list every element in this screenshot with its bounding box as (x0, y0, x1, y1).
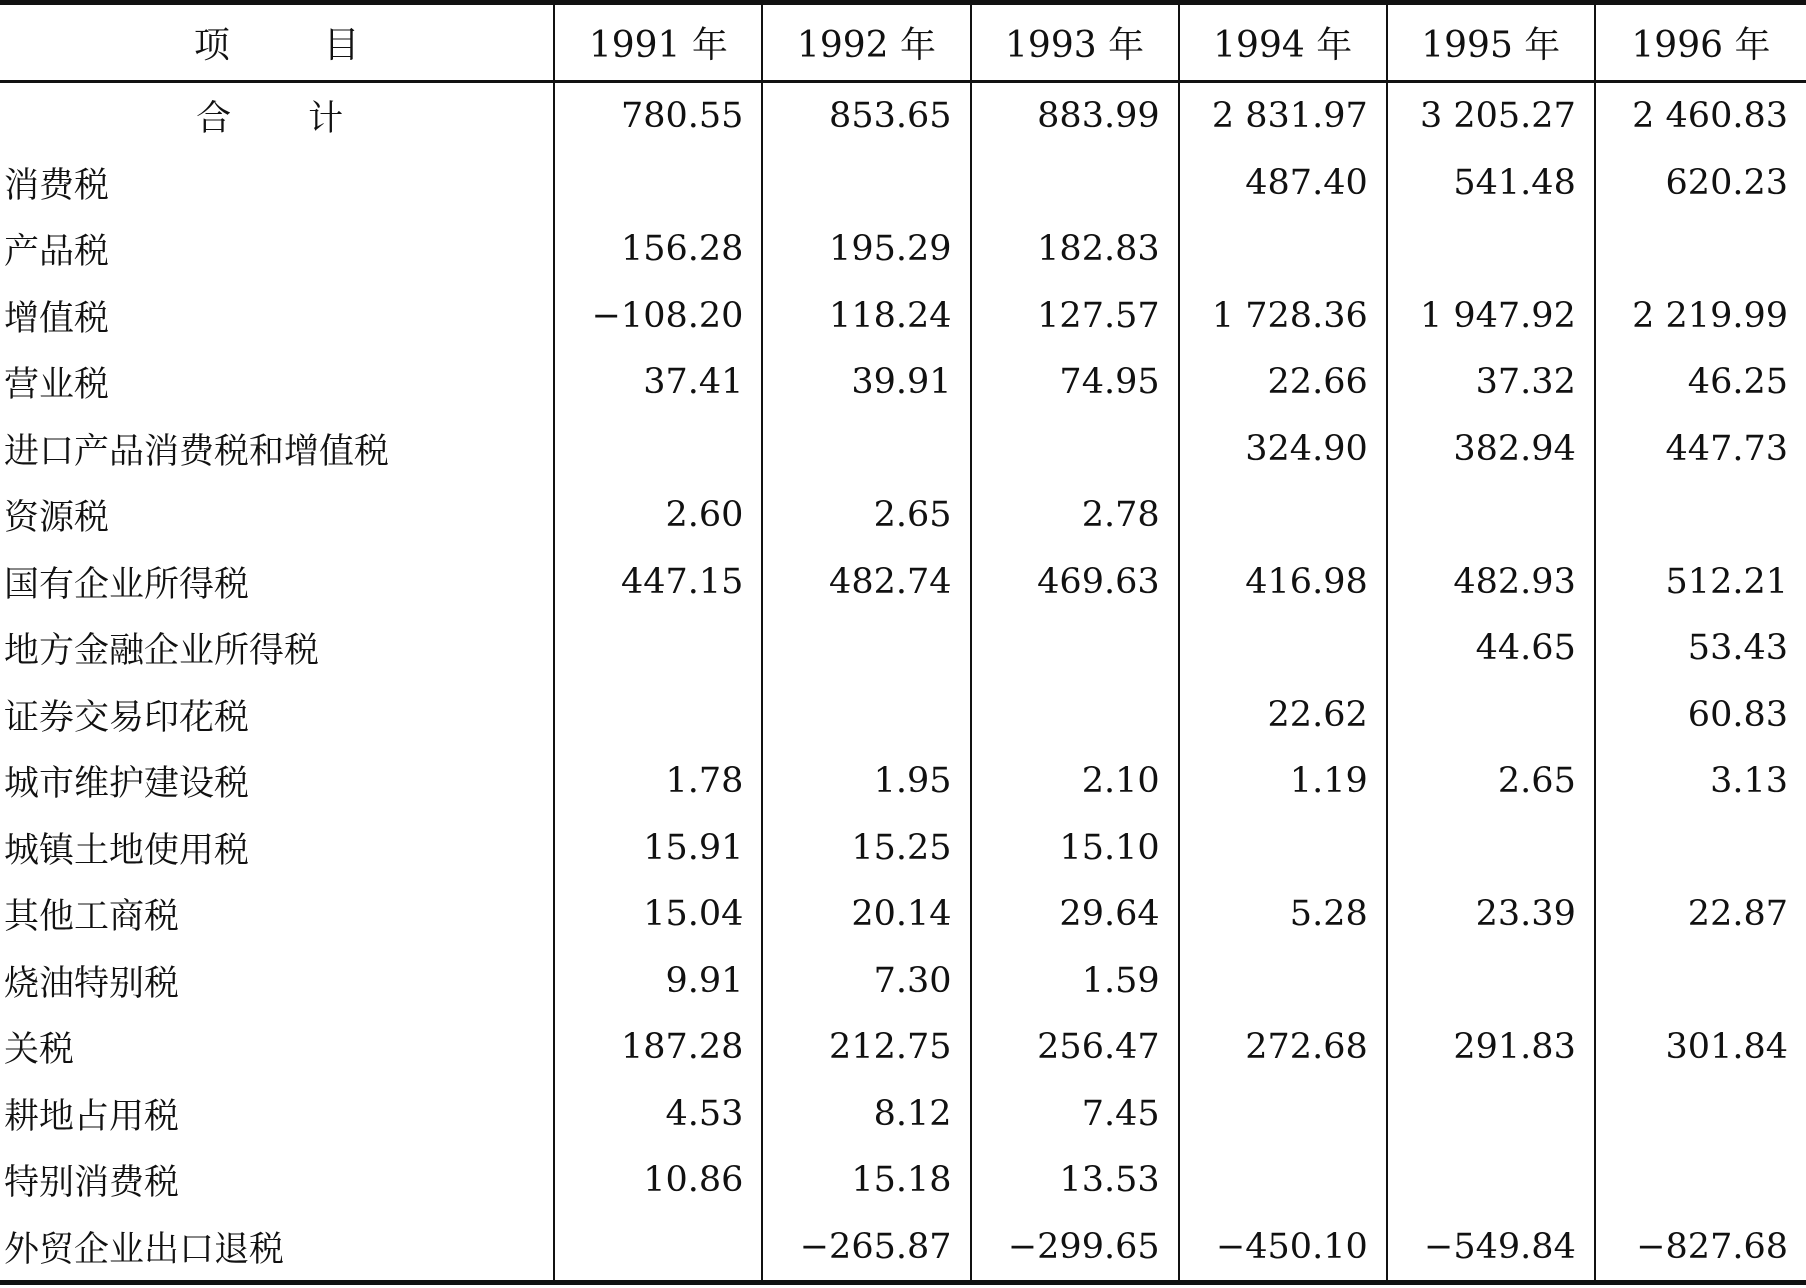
table-cell (762, 150, 970, 217)
table-cell: 37.41 (554, 349, 762, 416)
row-label: 其他工商税 (4, 897, 180, 938)
total-value: 780.55 (554, 82, 762, 150)
table-row (0, 482, 1806, 549)
table-cell: 256.47 (971, 1014, 1179, 1081)
table-cell: 74.95 (971, 349, 1179, 416)
table-header (0, 3, 1806, 82)
table-cell: 182.83 (971, 216, 1179, 283)
row-label: 国有企业所得税 (4, 564, 250, 605)
table-row (0, 748, 1806, 815)
total-value: 3 205.27 (1387, 82, 1595, 150)
table-cell: 39.91 (762, 349, 970, 416)
table-cell (1387, 682, 1595, 749)
table-cell (1387, 216, 1595, 283)
table-body (0, 82, 1806, 1283)
table-cell: 3.13 (1595, 748, 1806, 815)
table-cell (1387, 1147, 1595, 1214)
row-label: 耕地占用税 (4, 1096, 180, 1137)
table-row (0, 416, 1806, 483)
table-cell: 1 728.36 (1179, 283, 1387, 350)
table-cell: 15.04 (554, 881, 762, 948)
table-row (0, 881, 1806, 948)
table-row (0, 549, 1806, 616)
table-cell: 1.59 (971, 948, 1179, 1015)
table-cell: 9.91 (554, 948, 762, 1015)
total-label: 合计 (196, 99, 421, 140)
table-cell: 447.15 (554, 549, 762, 616)
table-row (0, 1147, 1806, 1214)
table-cell: 541.48 (1387, 150, 1595, 217)
row-label: 证券交易印花税 (4, 697, 250, 738)
table-cell: 22.62 (1179, 682, 1387, 749)
table-cell (1595, 815, 1806, 882)
row-label: 外贸企业出口退税 (4, 1229, 285, 1270)
table-row (0, 349, 1806, 416)
table-cell: 22.87 (1595, 881, 1806, 948)
column-header-year: 1992 年 (762, 3, 970, 82)
table-cell: 195.29 (762, 216, 970, 283)
row-label: 城市维护建设税 (4, 764, 250, 805)
table-cell (1387, 1081, 1595, 1148)
table-cell (971, 682, 1179, 749)
table-cell: 4.53 (554, 1081, 762, 1148)
table-cell (1595, 1147, 1806, 1214)
table-cell: 1.95 (762, 748, 970, 815)
table-cell: 2.10 (971, 748, 1179, 815)
table-row (0, 815, 1806, 882)
table-cell: 1.78 (554, 748, 762, 815)
table-cell: 482.74 (762, 549, 970, 616)
table-cell: −299.65 (971, 1214, 1179, 1283)
table-cell: 118.24 (762, 283, 970, 350)
table-cell (554, 682, 762, 749)
table-cell: 60.83 (1595, 682, 1806, 749)
table-cell (762, 416, 970, 483)
table-cell (971, 150, 1179, 217)
table-cell: −108.20 (554, 283, 762, 350)
table-row (0, 283, 1806, 350)
row-label: 产品税 (4, 232, 110, 273)
table-cell: 15.18 (762, 1147, 970, 1214)
column-header-year: 1995 年 (1387, 3, 1595, 82)
table-cell: 7.30 (762, 948, 970, 1015)
table-cell: −827.68 (1595, 1214, 1806, 1283)
table-cell (1179, 1081, 1387, 1148)
table-cell (554, 615, 762, 682)
table-cell (554, 1214, 762, 1283)
table-cell: 447.73 (1595, 416, 1806, 483)
table-cell: 2.65 (762, 482, 970, 549)
column-header-item: 项目 (0, 3, 554, 82)
row-label: 消费税 (4, 165, 110, 206)
table-cell (1387, 815, 1595, 882)
total-value: 2 831.97 (1179, 82, 1387, 150)
table-row (0, 216, 1806, 283)
table-cell (762, 682, 970, 749)
column-header-year: 1993 年 (971, 3, 1179, 82)
table-cell: 15.91 (554, 815, 762, 882)
table-cell: −265.87 (762, 1214, 970, 1283)
table-cell: 8.12 (762, 1081, 970, 1148)
table-cell: 1.19 (1179, 748, 1387, 815)
column-header-year: 1991 年 (554, 3, 762, 82)
table-cell (1595, 948, 1806, 1015)
total-value: 853.65 (762, 82, 970, 150)
table-row (0, 1214, 1806, 1283)
table-cell (1179, 216, 1387, 283)
table-cell: 53.43 (1595, 615, 1806, 682)
total-value: 2 460.83 (1595, 82, 1806, 150)
table-cell: 5.28 (1179, 881, 1387, 948)
row-label: 增值税 (4, 298, 110, 339)
table-cell (1179, 948, 1387, 1015)
row-label: 营业税 (4, 365, 110, 406)
table-cell: 127.57 (971, 283, 1179, 350)
table-cell: 7.45 (971, 1081, 1179, 1148)
table-row (0, 682, 1806, 749)
row-label: 地方金融企业所得税 (4, 631, 320, 672)
table-cell (554, 150, 762, 217)
table-cell (1179, 482, 1387, 549)
table-cell (1595, 1081, 1806, 1148)
table-cell (554, 416, 762, 483)
table-cell (1387, 948, 1595, 1015)
table-row (0, 948, 1806, 1015)
row-label: 关税 (4, 1030, 75, 1071)
table-cell (1387, 482, 1595, 549)
table-cell (1179, 1147, 1387, 1214)
table-cell: 324.90 (1179, 416, 1387, 483)
table-cell: −450.10 (1179, 1214, 1387, 1283)
table-cell: 620.23 (1595, 150, 1806, 217)
table-cell: 212.75 (762, 1014, 970, 1081)
table-cell: 482.93 (1387, 549, 1595, 616)
table-cell (971, 615, 1179, 682)
table-cell: 20.14 (762, 881, 970, 948)
row-label: 进口产品消费税和增值税 (4, 431, 390, 472)
table-cell (1179, 615, 1387, 682)
row-label: 城镇土地使用税 (4, 830, 250, 871)
table-cell (1595, 482, 1806, 549)
table-cell: 2 219.99 (1595, 283, 1806, 350)
table-row (0, 1014, 1806, 1081)
column-header-year: 1996 年 (1595, 3, 1806, 82)
table-cell: 2.65 (1387, 748, 1595, 815)
table-cell: 23.39 (1387, 881, 1595, 948)
table-cell (762, 615, 970, 682)
table-cell: 291.83 (1387, 1014, 1595, 1081)
table-cell: 156.28 (554, 216, 762, 283)
row-label: 资源税 (4, 498, 110, 539)
total-value: 883.99 (971, 82, 1179, 150)
table-cell: 382.94 (1387, 416, 1595, 483)
column-header-year: 1994 年 (1179, 3, 1387, 82)
table-cell (1179, 815, 1387, 882)
table-cell: 416.98 (1179, 549, 1387, 616)
table-cell: 37.32 (1387, 349, 1595, 416)
table-cell: 15.25 (762, 815, 970, 882)
total-row (0, 82, 1806, 150)
table-cell: 13.53 (971, 1147, 1179, 1214)
table-cell: 2.78 (971, 482, 1179, 549)
table-cell: 301.84 (1595, 1014, 1806, 1081)
table-cell (971, 416, 1179, 483)
row-label: 特别消费税 (4, 1163, 180, 1204)
table-row (0, 150, 1806, 217)
table-cell: 10.86 (554, 1147, 762, 1214)
table-cell: 512.21 (1595, 549, 1806, 616)
table-cell (1595, 216, 1806, 283)
table-cell: 272.68 (1179, 1014, 1387, 1081)
table-cell: 487.40 (1179, 150, 1387, 217)
table-cell: 187.28 (554, 1014, 762, 1081)
table-row (0, 1081, 1806, 1148)
table-cell: −549.84 (1387, 1214, 1595, 1283)
table-cell: 44.65 (1387, 615, 1595, 682)
table-cell: 2.60 (554, 482, 762, 549)
table-cell: 22.66 (1179, 349, 1387, 416)
table-cell: 1 947.92 (1387, 283, 1595, 350)
table-cell: 46.25 (1595, 349, 1806, 416)
table-row (0, 615, 1806, 682)
row-label: 烧油特别税 (4, 963, 180, 1004)
header-row (0, 3, 1806, 82)
table-cell: 15.10 (971, 815, 1179, 882)
table-cell: 469.63 (971, 549, 1179, 616)
table-cell: 29.64 (971, 881, 1179, 948)
